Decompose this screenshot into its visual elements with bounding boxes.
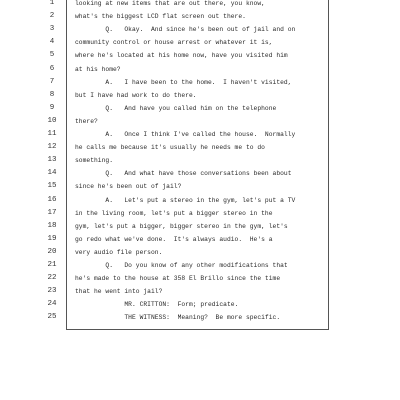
line-number: 18 [47, 221, 57, 230]
transcript-line [40, 102, 330, 115]
line-text: but I have had work to do there. [75, 91, 197, 99]
line-number: 21 [47, 261, 57, 269]
transcript-line [40, 36, 330, 49]
line-number: 17 [47, 208, 57, 217]
transcript-line [40, 233, 330, 246]
transcript-line [40, 76, 330, 89]
line-text: A. Once I think I've called the house. Normally [75, 131, 296, 138]
transcript-line [40, 246, 330, 259]
line-number: 15 [47, 182, 57, 191]
line-text: since he's been out of jail? [75, 183, 182, 191]
transcript-line [40, 23, 330, 36]
line-number: 13 [47, 156, 57, 165]
line-number: 19 [47, 234, 57, 243]
line-text: A. I have been to the home. I haven't visited, [75, 78, 292, 86]
transcript-line [40, 194, 330, 207]
line-number: 22 [47, 274, 57, 283]
line-text: community control or house arrest or whatever it is, [75, 39, 273, 47]
transcript-line [40, 259, 330, 272]
transcript-line [40, 285, 330, 298]
transcript-line [40, 63, 330, 76]
line-text: he's made to the house at 358 El Brillo since the time [75, 275, 281, 283]
line-text: looking at new items that are out there, you know, [75, 0, 265, 7]
line-number: 4 [49, 38, 55, 47]
line-text: Q. And have you called him on the telephone [75, 104, 277, 112]
transcript-line [40, 141, 330, 154]
line-number: 16 [47, 195, 57, 204]
line-text: very audio file person. [75, 248, 163, 256]
transcript-line [40, 180, 330, 193]
line-number: 12 [47, 143, 57, 152]
line-text: there? [75, 117, 98, 125]
line-number: 10 [47, 116, 57, 125]
line-text: at his home? [75, 65, 121, 73]
transcript-line [40, 298, 330, 311]
line-text: THE WITNESS: Meaning? Be more specific. [75, 314, 281, 322]
line-number: 24 [47, 300, 57, 309]
line-text: MR. CRITTON: Form; predicate. [75, 301, 239, 309]
transcript-line [40, 272, 330, 285]
line-text: something. [75, 157, 113, 165]
line-number: 3 [49, 25, 55, 34]
transcript-line [40, 207, 330, 220]
line-number: 6 [49, 64, 55, 73]
transcript-line [40, 10, 330, 23]
line-text: what's the biggest LCD flat screen out there. [75, 13, 246, 21]
line-number: 2 [49, 12, 55, 21]
line-number: 9 [49, 103, 55, 112]
line-text: in the living room, let's put a bigger stereo in the [75, 209, 273, 217]
line-number: 11 [47, 130, 57, 138]
line-number: 14 [47, 169, 57, 178]
line-text: A. Let's put a stereo in the gym, let's put a TV [75, 196, 296, 204]
line-number: 5 [49, 51, 55, 60]
line-text: Q. Do you know of any other modifications that [75, 262, 288, 269]
transcript-line [40, 167, 330, 180]
line-number: 1 [49, 0, 55, 7]
line-text: go redo what we've done. It's always audio. He's a [75, 235, 273, 243]
line-text: gym, let's put a bigger, bigger stereo in the gym, let's [75, 222, 288, 230]
transcript-line [40, 0, 330, 10]
transcript-line [40, 49, 330, 62]
transcript-line [40, 89, 330, 102]
transcript-line [40, 220, 330, 233]
line-text: Q. Okay. And since he's been out of jail and on [75, 26, 296, 34]
transcript-line [40, 311, 330, 324]
line-text: he calls me because it's usually he needs me to do [75, 144, 265, 152]
transcript-line [40, 128, 330, 141]
line-text: Q. And what have those conversations been about [75, 170, 292, 178]
line-number: 20 [47, 247, 57, 256]
line-number: 23 [47, 287, 57, 296]
line-text: that he went into jail? [75, 288, 163, 296]
line-number: 7 [49, 77, 55, 86]
line-text: where he's located at his home now, have you visited him [75, 52, 288, 60]
transcript-line [40, 115, 330, 128]
line-number: 8 [49, 90, 55, 99]
line-number: 25 [47, 313, 57, 322]
transcript-line [40, 154, 330, 167]
